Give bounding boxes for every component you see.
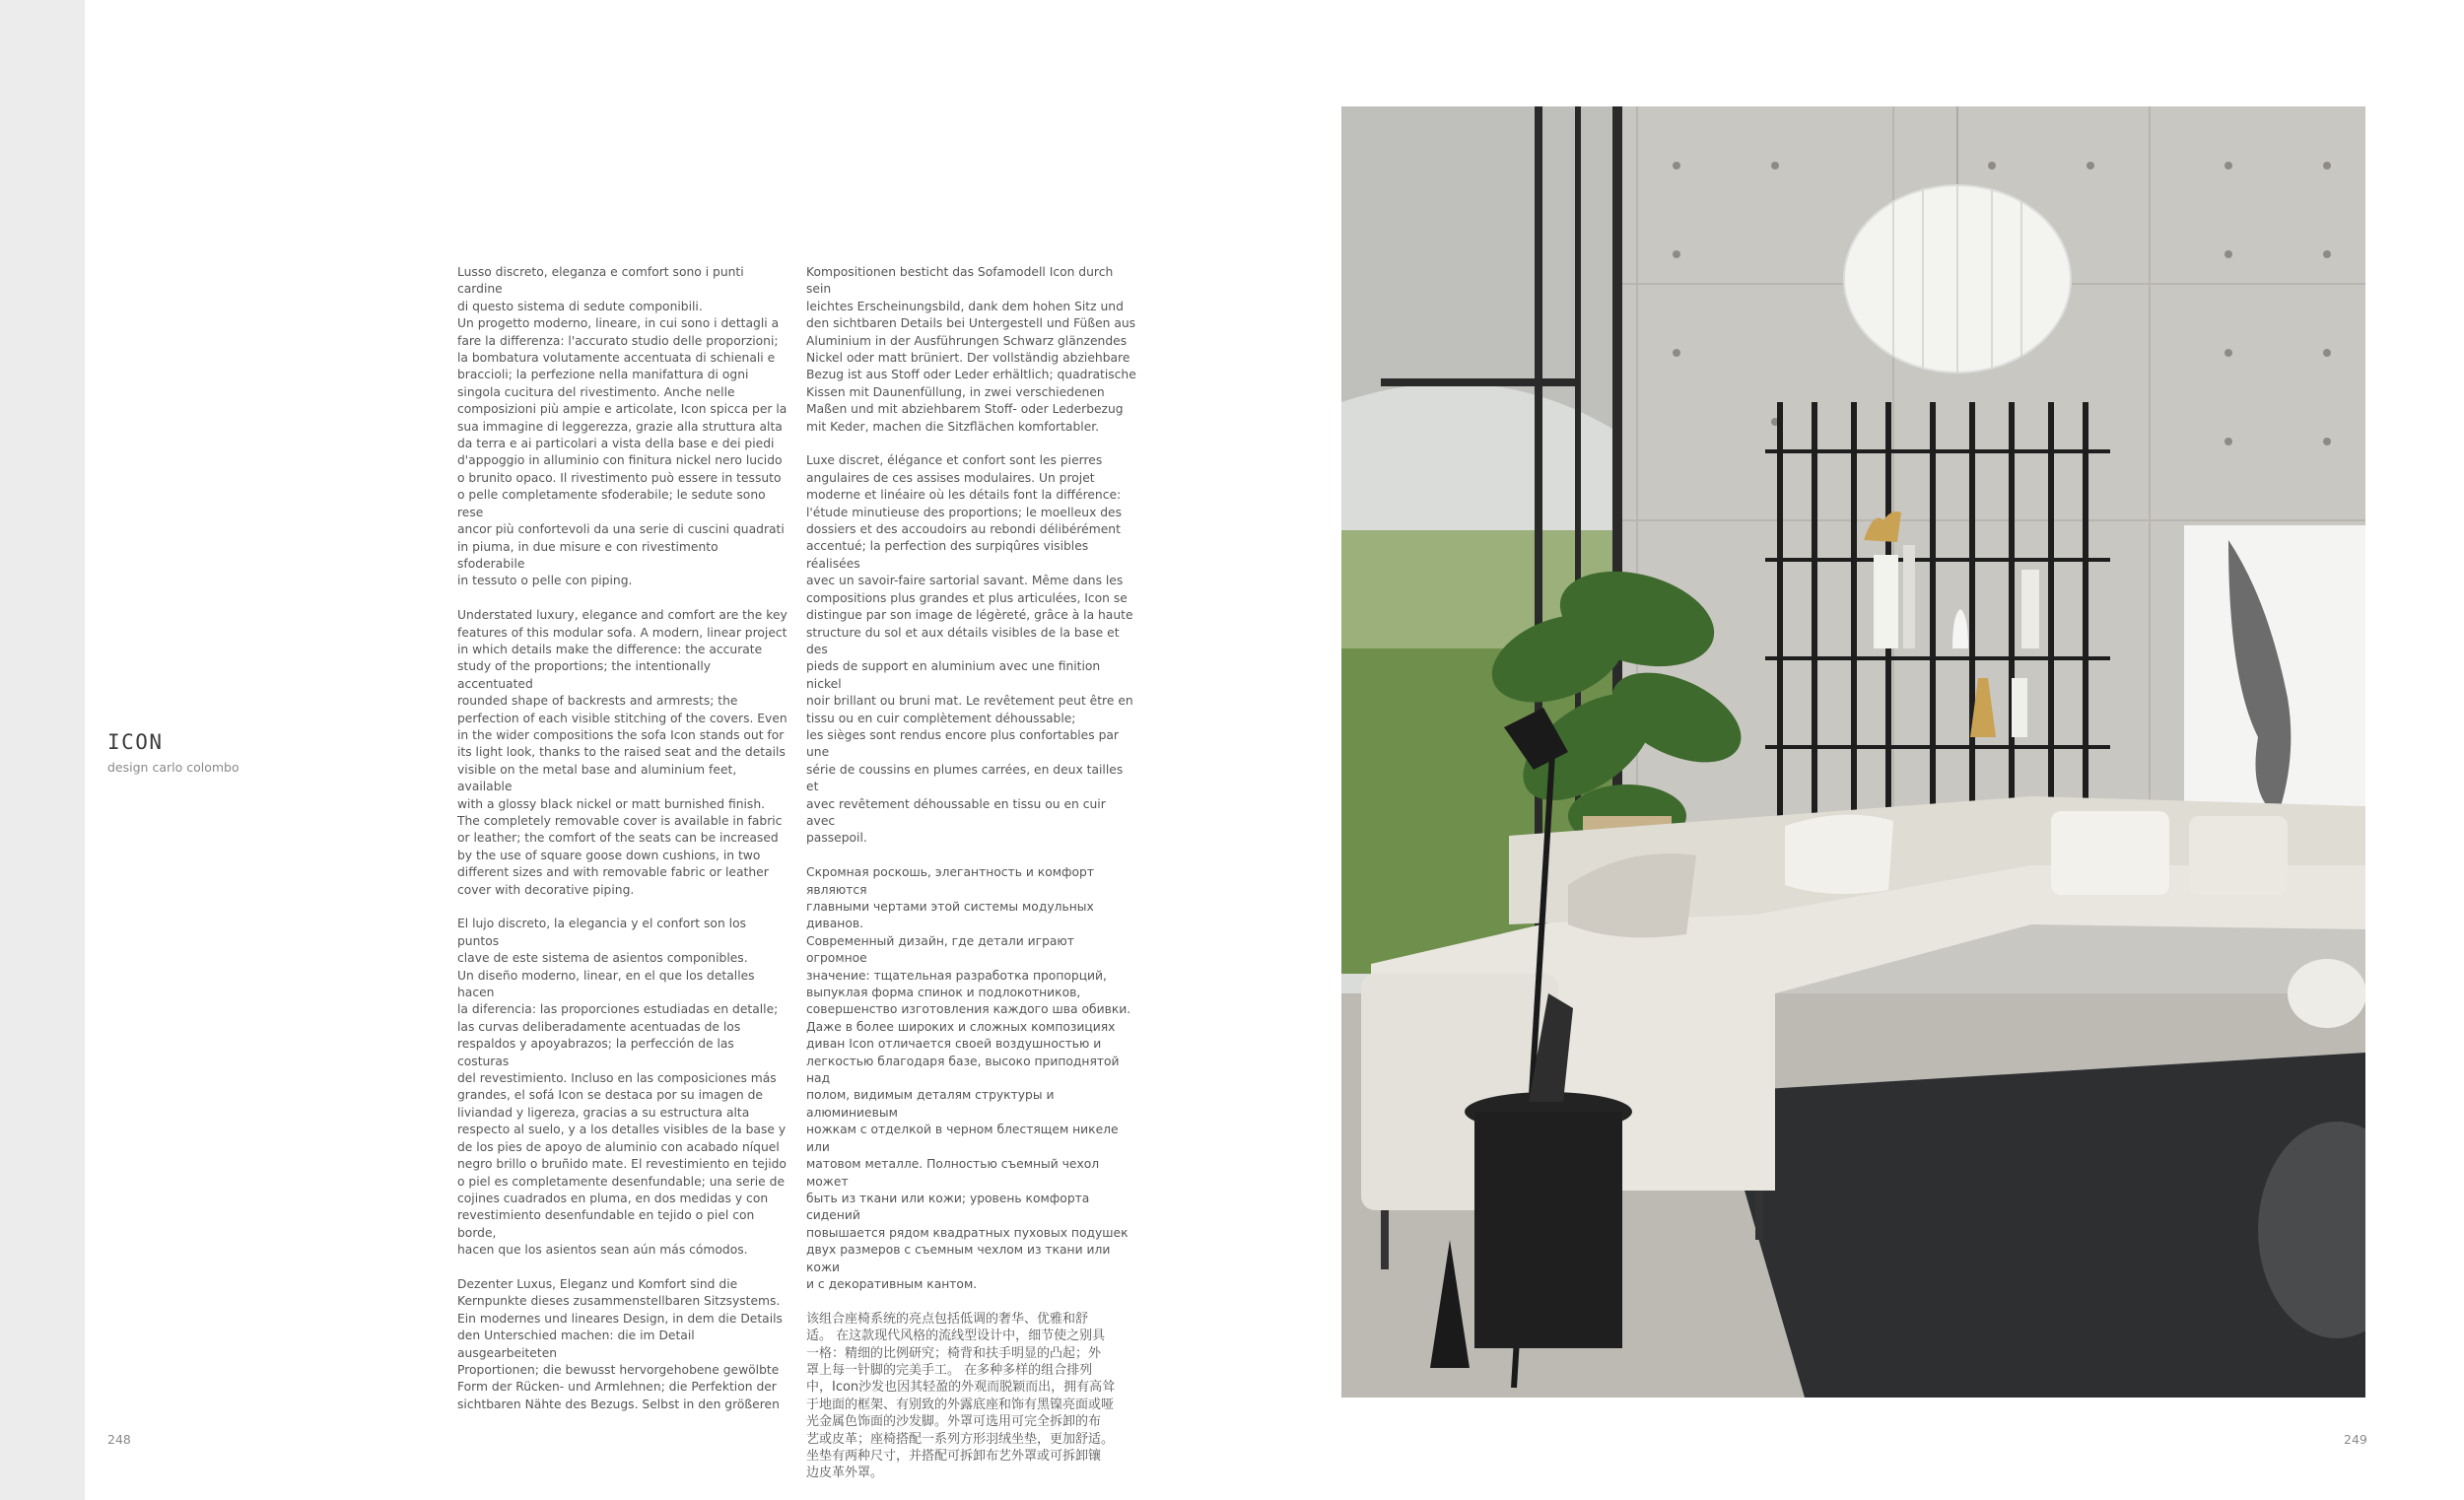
paragraph-german-continued: Kompositionen besticht das Sofamodell Icon durch sein leichtes Erscheinungsbild, dank dem hohen Sitz und den sichtbaren Details bei Untergestell und Füßen aus Aluminium in der Ausführungen Schwarz glänzendes Nickel oder matt brüniert. Der vollständig abziehbare Bezug ist aus Stoff oder Leder erhältlich; quadratische Kissen mit Daunenfüllung, in zwei verschiedenen Maßen und mit abziehbarem Stoff- oder Lederbezug mit Keder, machen die Sitzflächen komfortabler. <box>806 265 1136 434</box>
page-number-right: 249 <box>2344 1432 2367 1447</box>
living-room-scene <box>1341 106 2365 1398</box>
text-column-left <box>457 264 787 1413</box>
product-photo <box>1341 106 2365 1398</box>
product-designer: design carlo colombo <box>107 760 240 775</box>
paragraph-spanish: El lujo discreto, la elegancia y el confort son los puntos clave de este sistema de asientos componibles. Un diseño moderno, linear, en el que los detalles hacen la diferencia: las proporciones estudiadas en detalle; las curvas deliberadamente acentuadas de los respaldos y apoyabrazos; la perfección de las costuras del revestimiento. Incluso en las composiciones más grandes, el sofá Icon se destaca por su imagen de liviandad y ligereza, gracias a su estructura alta respecto al suelo, y a los detalles visibles de la base y de los pies de apoyo de aluminio con acabado níquel negro brillo o bruñido mate. El revestimiento en tejido o piel es completamente desenfundable; una serie de cojines cuadrados en pluma, en dos medidas y con revestimiento desenfundable en tejido o piel con borde, hacen que los asientos sean aún más cómodos. <box>457 917 787 1258</box>
paragraph-russian: Скромная роскошь, элегантность и комфорт являются главными чертами этой системы модульных диванов. Современный дизайн, где детали играют огромное значение: тщательная разработка пропорций, выпуклая форма спинок и подлокотников, совершенство изготовления каждого шва обивки. Даже в более широких и сложных композициях диван Icon отличается своей воздушностью и легкостью благодаря базе, высоко приподнятой над полом, видимым деталям структуры и алюминиевым ножкам с отделкой в черном блестящем никеле или матовом металле. Полностью съемный чехол может быть из ткани или кожи; уровень комфорта сидений повышается рядом квадратных пуховых подушек двух размеров с съемным чехлом из ткани или кожи и с декоративным кантом. <box>806 865 1131 1291</box>
paragraph-french: Luxe discret, élégance et confort sont les pierres angulaires de ces assises modulaires. Un projet moderne et linéaire où les détails font la différence: l'étude minutieuse des proportions; le moelleux des dossiers et des accoudoirs au rebondi délibérément accentué; la perfection des surpiqûres visibles réalisées avec un savoir-faire sartorial savant. Même dans les compositions plus grandes et plus articulées, Icon se distingue par son image de légèreté, grâce à la haute structure du sol et aux détails visibles de la base et des pieds de support en aluminium avec une finition nickel noir brillant ou bruni mat. Le revêtement peut être en tissu ou en cuir complètement déhoussable; les sièges sont rendus encore plus confortables par une série de coussins en plumes carrées, en deux tailles et avec revêtement déhoussable en tissu ou en cuir avec passepoil. <box>806 453 1133 846</box>
page-number-left: 248 <box>107 1432 131 1447</box>
paragraph-italian: Lusso discreto, eleganza e comfort sono i punti cardine di questo sistema di sedute componibili. Un progetto moderno, lineare, in cui sono i dettagli a fare la differenza: l'accurato studio delle proporzioni; la bombatura volutamente accentuata di schienali e braccioli; la perfezione nella manifattura di ogni singola cucitura del rivestimento. Anche nelle composizioni più ampie e articolate, Icon spicca per la sua immagine di leggerezza, grazie alla struttura alta da terra e ai particolari a vista della base e dei piedi d'appoggio in alluminio con finitura nickel nero lucido o brunito opaco. Il rivestimento può essere in tessuto o pelle completamente sfoderabile; le sedute sono rese ancor più confortevoli da una serie di cuscini quadrati in piuma, in due misure e con rivestimento sfoderabile in tessuto o pelle con piping. <box>457 265 787 588</box>
page-edge-strip <box>0 0 85 1500</box>
text-column-right <box>806 264 1136 1482</box>
sculpture <box>2288 959 2365 1028</box>
paragraph-english: Understated luxury, elegance and comfort are the key features of this modular sofa. A modern, linear project in which details make the difference: the accurate study of the proportions; the intentionally accentuated rounded shape of backrests and armrests; the perfection of each visible stitching of the covers. Even in the wider compositions the sofa Icon stands out for its light look, thanks to the raised seat and the details visible on the metal base and aluminium feet, available with a glossy black nickel or matt burnished finish. The completely removable cover is available in fabric or leather; the comfort of the seats can be increased by the use of square goose down cushions, in two different sizes and with removable fabric or leather cover with decorative piping. <box>457 608 787 897</box>
paragraph-chinese: 该组合座椅系统的亮点包括低调的奢华、优雅和舒 适。 在这款现代风格的流线型设计中，细节使之别具 一格：精细的比例研究；椅背和扶手明显的凸起；外 罩上每一针脚的完美手工。 在多种多样的组合排列 中，Icon沙发也因其轻盈的外观而脱颖而出，拥有高耸 于地面的框架、有别致的外露底座和饰有黑镍亮面或哑 光金属色饰面的沙发脚。外罩可选用可完全拆卸的布 艺或皮革；座椅搭配一系列方形羽绒坐垫，更加舒适。 坐垫有两种尺寸，并搭配可拆卸布艺外罩或可拆卸镶 边皮革外罩。 <box>806 1311 1116 1481</box>
product-title: ICON <box>107 730 164 754</box>
paragraph-german: Dezenter Luxus, Eleganz und Komfort sind die Kernpunkte dieses zusammenstellbaren Sitzsystems. Ein modernes und lineares Design, in dem die Details den Unterschied machen: die im Detail ausgearbeiteten Proportionen; die bewusst hervorgehobene gewölbte Form der Rücken- und Armlehnen; die Perfektion der sichtbaren Nähte des Bezugs. Selbst in den größeren <box>457 1276 783 1411</box>
